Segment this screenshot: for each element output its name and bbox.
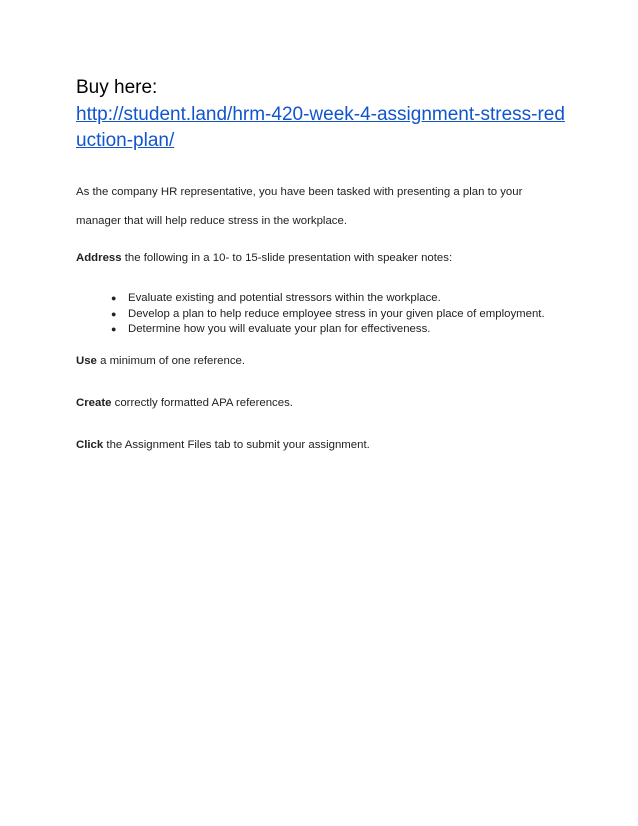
click-text: the Assignment Files tab to submit your assignment. [103,439,370,451]
bullet-icon: ● [111,308,117,319]
click-bold: Click [76,439,104,451]
list-item-text: Evaluate existing and potential stressors within the workplace. [128,292,441,304]
list-item [76,322,545,338]
bullet-icon: ● [111,324,117,334]
use-bold: Use [76,355,97,367]
address-text: the following in a 10- to 15-slide presentation with speaker notes: [121,252,453,264]
buy-heading: Buy here: [76,77,158,98]
task-list [76,291,545,338]
create-bold: Create [76,397,112,409]
create-text: correctly formatted APA references. [111,397,293,409]
list-item-text: Determine how you will evaluate your plan for effectiveness. [128,323,431,335]
list-item [76,291,545,307]
use-paragraph [76,353,245,369]
intro-paragraph: As the company HR representative, you have been tasked with presenting a plan to your manager that will help reduce stress in the workplace. [76,186,523,227]
product-link[interactable]: http://student.land/hrm-420-week-4-assignment-stress-reduction-plan/ [76,104,565,151]
list-item [76,307,545,323]
address-bold: Address [76,252,122,264]
click-paragraph [76,437,370,453]
bullet-icon: ● [111,293,117,303]
use-text: a minimum of one reference. [96,355,246,367]
create-paragraph [76,395,293,411]
list-item-text: Develop a plan to help reduce employee stress in your given place of employment. [128,307,545,320]
address-paragraph [76,250,452,266]
